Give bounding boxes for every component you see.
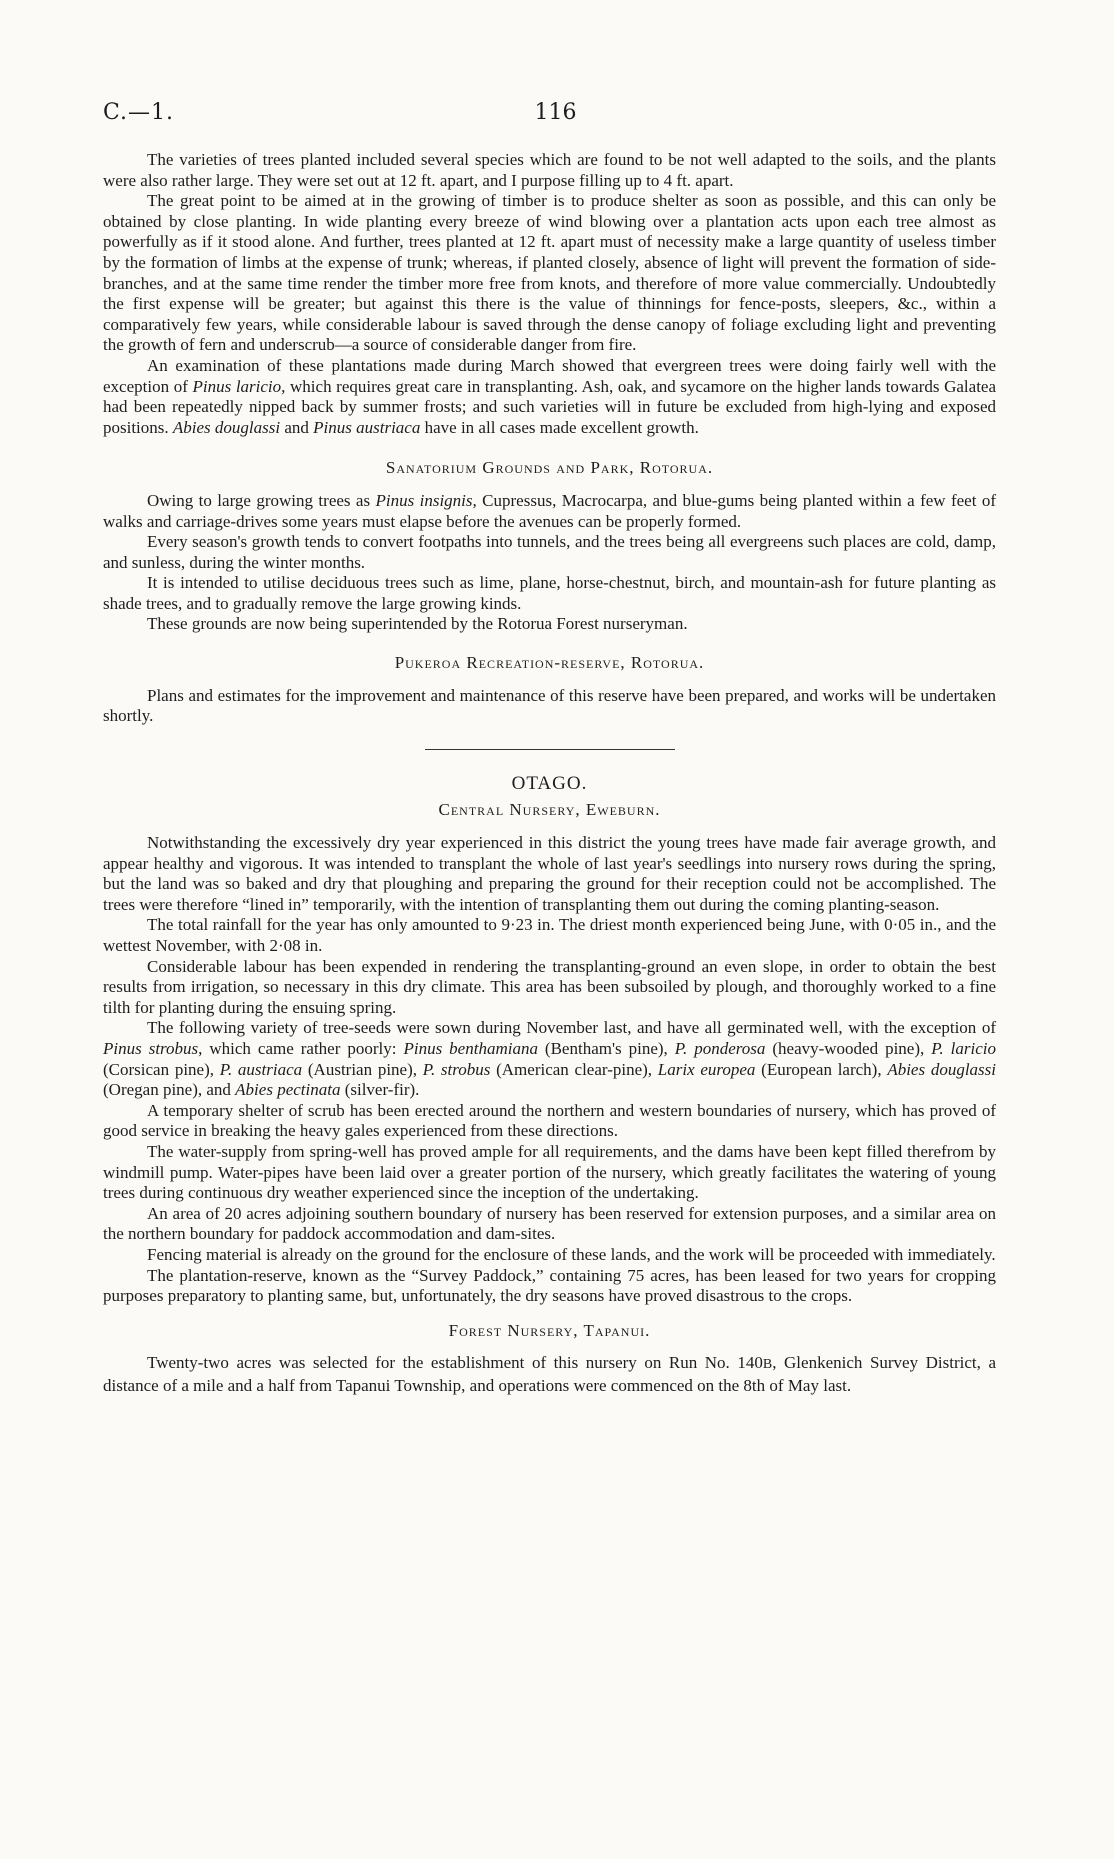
section-heading: Sanatorium Grounds and Park, Rotorua.	[385, 458, 714, 478]
species-name: Pinus strobus,	[103, 1038, 203, 1058]
paragraph: Owing to large growing trees as Pinus insignis, Cupressus, Macrocarpa, and blue-gums being planted within a few feet of walks and carriage-drives some years must elapse before the avenues can be properly formed.	[103, 490, 996, 531]
paragraph: Plans and estimates for the improvement and maintenance of this reserve have been prepared, and works will be undertaken shortly.	[103, 685, 996, 726]
section-heading: Central Nursery, Eweburn.	[438, 800, 661, 820]
species-name: Abies douglassi	[887, 1059, 997, 1079]
paragraph: Twenty-two acres was selected for the establishment of this nursery on Run No. 140B, Glenkenich Survey District, a distance of a mile and a half from Tapanui Township, and operations were commenced on the 8th of May last.	[103, 1353, 996, 1395]
paragraph: The plantation-reserve, known as the “Survey Paddock,” containing 75 acres, has been leased for two years for cropping purposes preparatory to planting same, but, unfortunately, the dry seasons have proved disastrous to the crops.	[103, 1265, 996, 1306]
section-heading: Pukeroa Recreation-reserve, Rotorua.	[394, 653, 705, 673]
paragraph: The total rainfall for the year has only amounted to 9·23 in. The driest month experienced being June, with 0·05 in., and the wettest November, with 2·08 in.	[103, 915, 996, 955]
species-name: P. austriaca	[219, 1059, 303, 1079]
section-divider	[425, 749, 675, 750]
paragraph: The water-supply from spring-well has proved ample for all requirements, and the dams have been kept filled therefrom by windmill pump. Water-pipes have been laid over a greater portion of the nursery, which greatly facilitates the watering of young trees during continuous dry weather experienced since the inception of the undertaking.	[103, 1141, 996, 1203]
paragraph: Considerable labour has been expended in rendering the transplanting-ground an even slope, in order to obtain the best results from irrigation, so necessary in this dry climate. This area has been subsoiled by plough, and thoroughly worked to a fine tilth for planting during the ensuing spring.	[103, 956, 996, 1017]
species-name: P. strobus	[422, 1059, 491, 1079]
paragraph: The following variety of tree-seeds were sown during November last, and have all germinated well, with the exception of Pinus strobus, which came rather poorly: Pinus benthamiana (Bentham's pine), P. ponderosa (heavy-wooded pine), P. laricio (Corsican pine), P. austriaca (Austrian pine), P. strobus (American clear-pine), Larix europea (European larch), Abies douglassi (Oregan pine), and Abies pectinata (silver-fir).	[103, 1018, 997, 1100]
species-name: Abies douglassi	[172, 417, 281, 437]
paragraph: An examination of these plantations made during March showed that evergreen trees were doing fairly well with the exception of Pinus laricio, which requires great care in transplanting. Ash, oak, and sycamore on the higher lands towards Galatea had been repeatedly nipped back by summer frosts; and such varieties will in future be excluded from high-lying and exposed positions. Abies douglassi and Pinus austriaca have in all cases made excellent growth.	[103, 355, 997, 437]
document-body	[103, 150, 996, 1396]
paragraph: Fencing material is already on the ground for the enclosure of these lands, and the work will be proceeded with immediately.	[147, 1244, 996, 1264]
page-header	[103, 100, 1008, 132]
paragraph: It is intended to utilise deciduous trees such as lime, plane, horse-chestnut, birch, and mountain-ash for future planting as shade trees, and to gradually remove the large growing kinds.	[103, 573, 996, 613]
region-heading: OTAGO.	[511, 772, 588, 794]
paragraph: A temporary shelter of scrub has been erected around the northern and western boundaries of nursery, which has proved of good service in breaking the heavy gales experienced from these directions.	[103, 1100, 996, 1141]
species-name: Pinus laricio,	[192, 376, 286, 396]
species-name: Pinus insignis,	[375, 490, 477, 510]
species-name: Pinus benthamiana	[403, 1038, 538, 1058]
species-name: P. laricio	[931, 1038, 996, 1058]
species-name: Abies pectinata	[235, 1080, 341, 1100]
species-name: P. ponderosa	[674, 1038, 766, 1058]
species-name: Pinus austriaca	[313, 417, 421, 437]
paragraph: Notwithstanding the excessively dry year experienced in this district the young trees have made fair average growth, and appear healthy and vigorous. It was intended to transplant the whole of last year's seedlings into nursery rows during the spring, but the land was so baked and dry that ploughing and preparing the ground for their reception could not be accomplished. The trees were therefore “lined in” temporarily, with the intention of transplanting them out during the coming planting-season.	[103, 833, 996, 914]
paragraph: An area of 20 acres adjoining southern boundary of nursery has been reserved for extension purposes, and a similar area on the northern boundary for paddock accommodation and dam-sites.	[103, 1203, 996, 1244]
paragraph: Every season's growth tends to convert footpaths into tunnels, and the trees being all evergreens such places are cold, damp, and sunless, during the winter months.	[103, 532, 996, 572]
section-heading: Forest Nursery, Tapanui.	[448, 1320, 651, 1340]
paragraph: The varieties of trees planted included several species which are found to be not well adapted to the soils, and the plants were also rather large. They were set out at 12 ft. apart, and I purpose filling up to 4 ft. apart.	[103, 150, 996, 190]
paragraph: The great point to be aimed at in the growing of timber is to produce shelter as soon as possible, and this can only be obtained by close planting. In wide planting every breeze of wind blowing over a plantation acts upon each tree almost as powerfully as if it stood alone. And further, trees planted at 12 ft. apart must of necessity make a large quantity of useless timber by the formation of limbs at the expense of trunk; whereas, if planted closely, absence of light will prevent the formation of side-branches, and at the same time render the timber more free from knots, and therefore of more value commercially. Undoubtedly the first expense will be greater; but against this there is the value of thinnings for fence-posts, sleepers, &c., within a comparatively few years, while considerable labour is saved through the dense canopy of foliage excluding light and preventing the growth of fern and underscrub—a source of considerable danger from fire.	[103, 191, 996, 355]
species-name: Larix europea	[657, 1059, 756, 1079]
document-reference: C.—1.	[103, 100, 175, 125]
page-number: 116	[534, 100, 577, 125]
paragraph: These grounds are now being superintended by the Rotorua Forest nurseryman.	[147, 614, 688, 634]
